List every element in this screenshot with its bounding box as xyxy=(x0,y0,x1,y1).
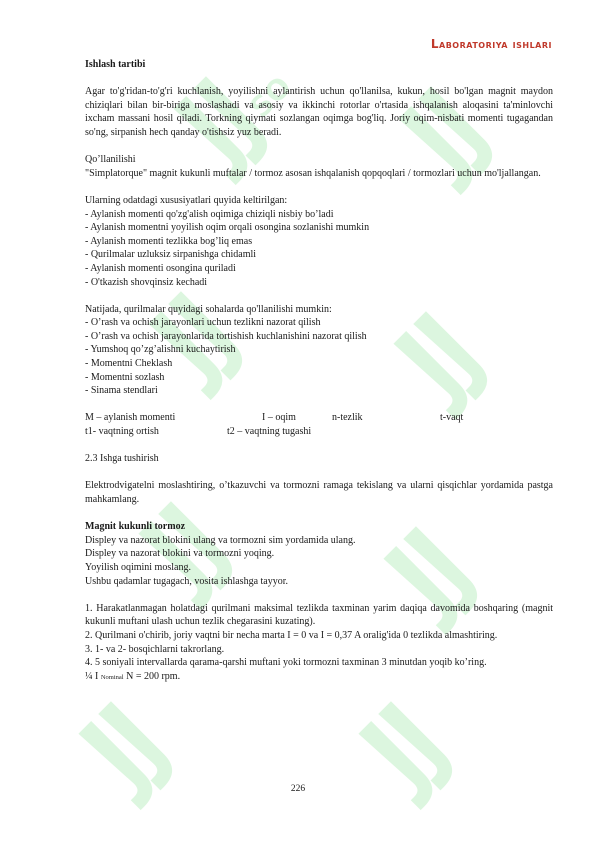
list-item: - Yumshoq qo’zg’alishni kuchaytirish xyxy=(85,344,236,356)
list-item: - Momentni sozlash xyxy=(85,371,165,383)
instruction-line: Ushbu qadamlar tugagach, vosita ishlashga tayyor. xyxy=(85,575,289,587)
nominal-prefix: ¼ I xyxy=(85,670,99,682)
usage-title: Qo’llanilishi xyxy=(85,154,136,166)
legend-item: t-vaqt xyxy=(440,412,464,424)
legend-item: t1- vaqtning ortish xyxy=(85,426,159,438)
page-number: 226 xyxy=(290,784,306,794)
page-content xyxy=(85,58,553,684)
list-item: - Aylanish momenti osongina quriladi xyxy=(85,262,236,274)
step-item: 1. Harakatlanmagan holatdagi qurilmani maksimal tezlikda taxminan yarim daqiqa davomida boshqaring (magnit kukunli muftani ulash uchun tezlik chegarasini kuzating). xyxy=(85,602,553,628)
instruction-line: Displey va nazorat blokini ulang va tormozni sim yordamida ulang. xyxy=(85,534,356,546)
features-intro: Ularning odatdagi xususiyatlari quyida keltirilgan: xyxy=(85,194,288,206)
step-item: 2. Qurilmani o'chirib, joriy vaqtni bir necha marta I = 0 va I = 0,37 A oralig'ida 0 tezlikda almashtiring. xyxy=(85,629,498,641)
watermark-logo xyxy=(70,680,200,830)
list-item: - Qurilmalar uzluksiz sirpanishga chidamli xyxy=(85,249,257,261)
legend-row xyxy=(85,411,553,425)
legend-row xyxy=(85,425,553,439)
watermark-logo xyxy=(350,680,480,830)
list-item: - Sinama stendlari xyxy=(85,385,158,397)
list-item: - Aylanish momenti qo'zg'alish oqimiga chiziqli nisbiy bo’ladi xyxy=(85,208,334,220)
page-header-title: Laboratoriya ishlari xyxy=(430,37,552,51)
usage-text: "Simplatorque" magnit kukunli muftalar / tormoz asosan ishqalanish qopqoqlari / tormozlari uchun mo'ljallangan. xyxy=(85,167,541,179)
step-item: 4. 5 soniyali intervallarda qarama-qarshi muftani yoki tormozni taxminan 3 minutdan yoqib ko’ring. xyxy=(85,657,487,669)
legend-item: n-tezlik xyxy=(332,412,363,424)
list-item: - O’rash va ochish jarayonlari uchun tezlikni nazorat qilish xyxy=(85,317,321,329)
step-item: 3. 1- va 2- bosqichlarni takrorlang. xyxy=(85,643,225,655)
legend-item: I – oqim xyxy=(262,412,296,424)
list-item: - Aylanish momenti tezlikka bog’liq emas xyxy=(85,235,253,247)
applications-intro: Natijada, qurilmalar quyidagi sohalarda qo'llanilishi mumkin: xyxy=(85,303,332,315)
legend-item: M – aylanish momenti xyxy=(85,412,176,424)
list-item: - Momentni Cheklash xyxy=(85,358,173,370)
paragraph-ishga-tushirish: Elektrodvigatelni moslashtiring, o’tkazuvchi va tormozni ramaga tekislang va ularni qisqichlar yordamida pastga mahkamlang. xyxy=(85,480,553,505)
section-heading-ishga-tushirish: 2.3 Ishga tushirish xyxy=(85,453,159,465)
nominal-line xyxy=(85,670,553,685)
instruction-line: Yoyilish oqimini moslang. xyxy=(85,561,191,573)
list-item: - O'tkazish shovqinsiz kechadi xyxy=(85,276,208,288)
nominal-subscript: Nominal xyxy=(100,673,124,681)
paragraph-ishlash: Agar to'g'ridan-to'g'ri kuchlanish, yoyilishni aylantirish uchun qo'llanilsa, kukun, hosil bo'lgan magnit maydon chiziqlari bilan bir-biriga moslashadi va asosiy va ikkinchi rotorlar o'rtasida ishqalanish aloqasini ta'minlovchi ixcham massani hosil qiladi. Torkning qiymati sozlangan oqimga bog'liq. Joriy oqim-nisbati momenti tugagandan so'ng, sirpanish hech qanday o'tishsiz yuz beradi. xyxy=(85,86,553,138)
section-heading-tormoz: Magnit kukunli tormoz xyxy=(85,521,186,533)
list-item: - O’rash va ochish jarayonlarida tortishish kuchlanishini nazorat qilish xyxy=(85,330,367,342)
list-item: - Aylanish momentni yoyilish oqim orqali osongina sozlanishi mumkin xyxy=(85,222,370,234)
legend-item: t2 – vaqtning tugashi xyxy=(227,426,312,438)
section-heading-ishlash: Ishlash tartibi xyxy=(85,59,146,70)
instruction-line: Displey va nazorat blokini va tormozni yoqing. xyxy=(85,548,275,560)
nominal-suffix: N = 200 rpm. xyxy=(123,670,181,682)
svg-text:SO: SO xyxy=(243,69,295,125)
